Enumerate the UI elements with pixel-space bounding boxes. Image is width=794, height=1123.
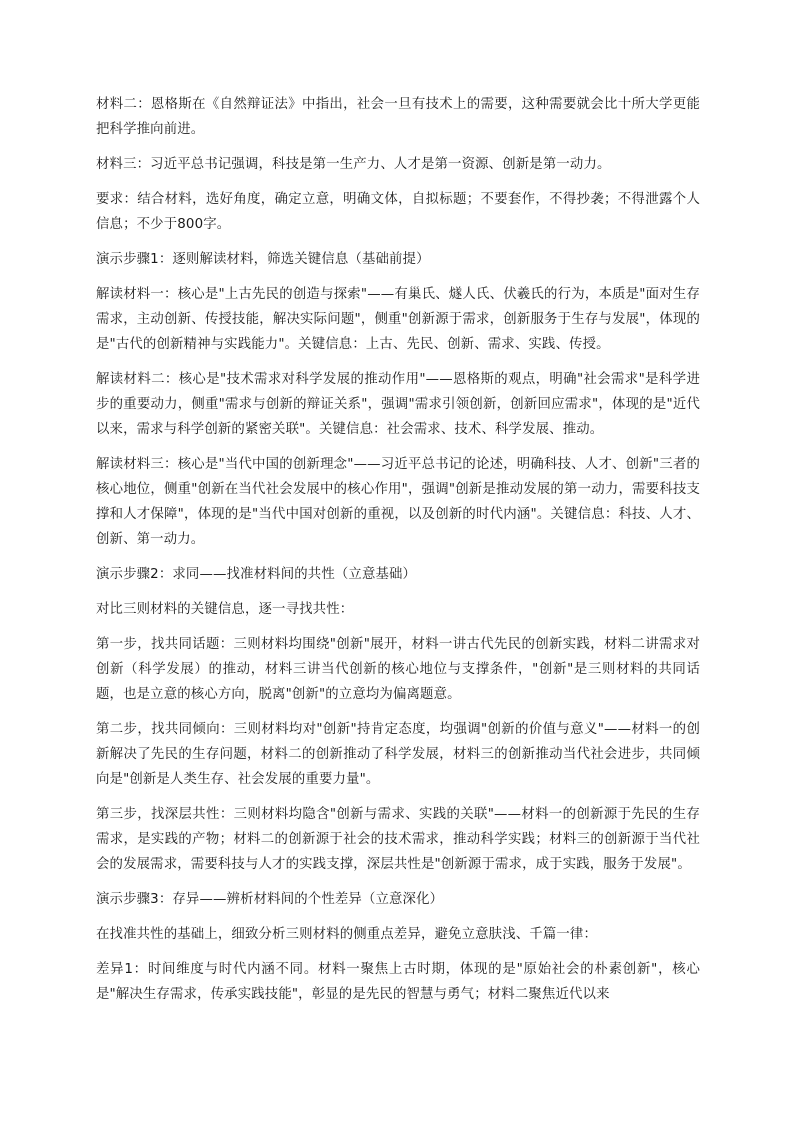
heading-step-two: 演示步骤2：求同——找准材料间的共性（立意基础） [96, 567, 417, 582]
paragraph-material-three: 材料三：习近平总书记强调，科技是第一生产力、人才是第一资源、创新是第一动力。 [96, 157, 611, 172]
paragraph-interpret-material-two: 解读材料二：核心是"技术需求对科学发展的推动作用"——恩格斯的观点，明确"社会需求"是科学进步的重要动力，侧重"需求与创新的辩证关系"，强调"需求引领创新，创新回应需求"，体现的是"近代以来，需求与科学创新的紧密关联"。关键信息：社会需求、技术、科学发展、推动。 [96, 372, 700, 437]
heading-step-one: 演示步骤1：逐则解读材料，筛选关键信息（基础前提） [96, 252, 430, 267]
paragraph-requirements: 要求：结合材料，选好角度，确定立意，明确文体，自拟标题；不要套作，不得抄袭；不得泄露个人信息；不少于800字。 [96, 192, 700, 232]
paragraph-deep-commonality: 第三步，找深层共性：三则材料均隐含"创新与需求、实践的关联"——材料一的创新源于先民的生存需求，是实践的产物；材料二的创新源于社会的技术需求，推动科学实践；材料三的创新源于当代社会的发展需求，需要科技与人才的实践支撑，深层共性是"创新源于需求，成于实践，服务于发展"。 [96, 807, 700, 872]
paragraph-compare-intro: 对比三则材料的关键信息，逐一寻找共性： [96, 602, 354, 617]
paragraph-interpret-material-one: 解读材料一：核心是"上古先民的创造与探索"——有巢氏、燧人氏、伏羲氏的行为，本质是"面对生存需求，主动创新、传授技能，解决实际问题"，侧重"创新源于需求，创新服务于生存与发展"，体现的是"古代的创新精神与实践能力"。关键信息：上古、先民、创新、需求、实践、传授。 [96, 287, 700, 352]
paragraph-difference-one: 差异1：时间维度与时代内涵不同。材料一聚焦上古时期，体现的是"原始社会的朴素创新"，核心是"解决生存需求，传承实践技能"，彰显的是先民的智慧与勇气；材料二聚焦近代以来 [96, 962, 700, 1002]
paragraph-interpret-material-three: 解读材料三：核心是"当代中国的创新理念"——习近平总书记的论述，明确科技、人才、创新"三者的核心地位，侧重"创新在当代社会发展中的核心作用"，强调"创新是推动发展的第一动力，需要科技支撑和人才保障"，体现的是"当代中国对创新的重视，以及创新的时代内涵"。关键信息：科技、人才、创新、第一动力。 [96, 457, 700, 547]
paragraph-common-tendency: 第二步，找共同倾向：三则材料均对"创新"持肯定态度，均强调"创新的价值与意义"——材料一的创新解决了先民的生存问题，材料二的创新推动了科学发展，材料三的创新推动当代社会进步，共同倾向是"创新是人类生存、社会发展的重要力量"。 [96, 722, 700, 787]
paragraph-difference-intro: 在找准共性的基础上，细致分析三则材料的侧重点差异，避免立意肤浅、千篇一律： [96, 927, 598, 942]
heading-step-three: 演示步骤3：存异——辨析材料间的个性差异（立意深化） [96, 892, 444, 907]
document-page [96, 92, 700, 1017]
paragraph-common-topic: 第一步，找共同话题：三则材料均围绕"创新"展开，材料一讲古代先民的创新实践，材料二讲需求对创新（科学发展）的推动，材料三讲当代创新的核心地位与支撑条件，"创新"是三则材料的共同话题，也是立意的核心方向，脱离"创新"的立意均为偏离题意。 [96, 637, 700, 702]
paragraph-material-two: 材料二：恩格斯在《自然辩证法》中指出，社会一旦有技术上的需要，这种需要就会比十所大学更能把科学推向前进。 [96, 97, 700, 137]
